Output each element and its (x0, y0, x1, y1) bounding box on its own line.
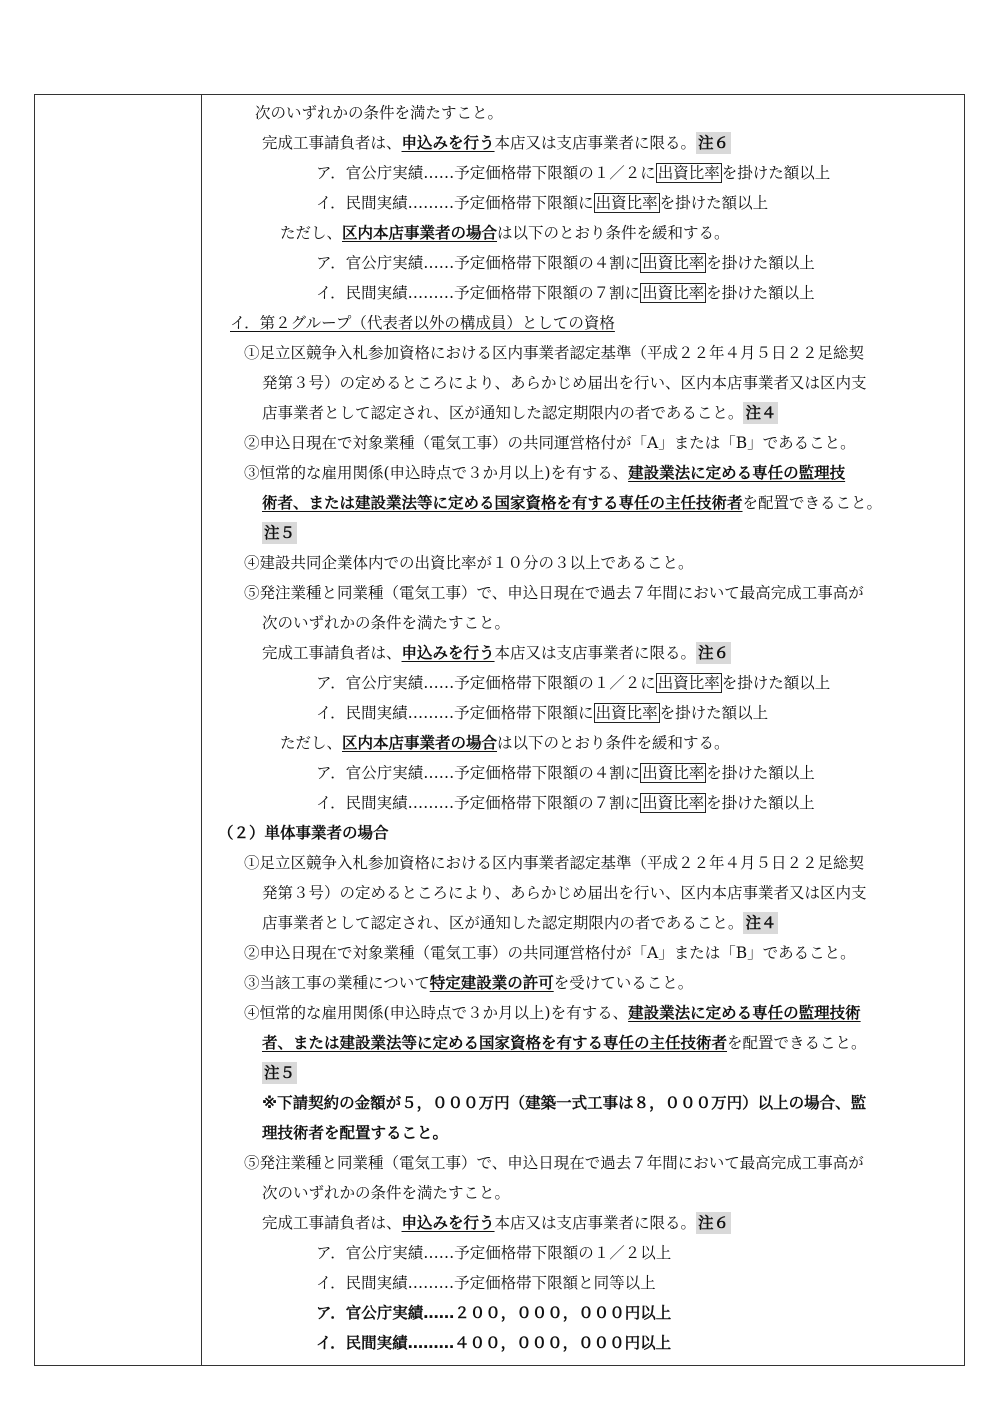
text-segment: は以下のとおり条件を緩和する。 (497, 224, 730, 242)
text-line (244, 548, 694, 578)
text-line (262, 638, 731, 668)
text-segment: ④恒常的な雇用関係(申込時点で３か月以上)を有する、 (244, 1004, 629, 1022)
text-line (262, 1118, 448, 1148)
text-line (262, 1178, 510, 1208)
text-segment: ア．官公庁実績……予定価格帯下限額の１／２に (316, 674, 656, 692)
text-segment: 区内本店事業者の場合 (342, 734, 498, 752)
text-segment: 本店又は支店事業者に限る。 (494, 134, 697, 152)
text-line (244, 938, 856, 968)
text-segment: イ．民間実績………予定価格帯下限額と同等以上 (316, 1274, 656, 1292)
text-segment: 申込みを行う (401, 1214, 495, 1232)
text-segment: ア．官公庁実績……予定価格帯下限額の４割に (316, 764, 641, 782)
text-line (262, 488, 882, 518)
text-segment: 店事業者として認定され、区が通知した認定期限内の者であること。 (262, 914, 744, 932)
text-segment: 次のいずれかの条件を満たすこと。 (262, 1184, 511, 1202)
text-segment: 建設業法に定める専任の監理技術 (628, 1004, 861, 1022)
text-line (262, 908, 778, 938)
text-segment: イ．民間実績………４００，０００，０００円以上 (316, 1334, 672, 1352)
text-segment: イ．民間実績………予定価格帯下限額の７割に (316, 794, 641, 812)
boxed-term: 出資比率 (642, 254, 705, 272)
text-line (316, 1298, 671, 1328)
text-segment: 完成工事請負者は、 (262, 1214, 402, 1232)
text-line (316, 668, 830, 698)
text-segment: 次のいずれかの条件を満たすこと。 (255, 104, 504, 122)
note-badge: 注６ (698, 644, 730, 662)
text-line (230, 308, 615, 338)
text-line (262, 608, 510, 638)
text-segment: 完成工事請負者は、 (262, 644, 402, 662)
text-segment: ②申込日現在で対象業種（電気工事）の共同運営格付が「A」または「B」であること。 (244, 944, 856, 962)
text-segment: を掛けた額以上 (706, 794, 815, 812)
text-segment: を掛けた額以上 (706, 254, 815, 272)
text-line (244, 578, 864, 608)
text-line (255, 98, 503, 128)
text-segment: 申込みを行う (401, 134, 495, 152)
boxed-term: 出資比率 (595, 194, 658, 212)
text-line (316, 278, 815, 308)
text-segment: ア．官公庁実績……予定価格帯下限額の１／２以上 (316, 1244, 672, 1262)
text-line (262, 128, 731, 158)
text-segment: を掛けた額以上 (706, 764, 815, 782)
note-badge: 注４ (745, 914, 777, 932)
text-segment: 建設業法に定める専任の監理技 (628, 464, 846, 482)
text-segment: イ．民間実績………予定価格帯下限額に (316, 194, 594, 212)
text-segment: を受けていること。 (553, 974, 694, 992)
text-segment: 特定建設業の許可 (429, 974, 554, 992)
text-line (316, 188, 768, 218)
text-segment: は以下のとおり条件を緩和する。 (497, 734, 730, 752)
text-line (280, 218, 730, 248)
text-line (316, 758, 815, 788)
text-segment: ⑤発注業種と同業種（電気工事）で、申込日現在で過去７年間において最高完成工事高が (244, 1154, 864, 1172)
boxed-term: 出資比率 (657, 164, 720, 182)
boxed-term: 出資比率 (657, 674, 720, 692)
text-segment: ただし、 (280, 224, 343, 242)
boxed-term: 出資比率 (642, 284, 705, 302)
text-segment: ①足立区競争入札参加資格における区内事業者認定基準（平成２２年４月５日２２足総契 (244, 344, 865, 362)
text-line (262, 368, 867, 398)
text-segment: を配置できること。 (742, 494, 883, 512)
text-segment: イ．第２グループ（代表者以外の構成員）としての資格 (230, 314, 615, 332)
text-line (218, 818, 389, 848)
text-line (262, 878, 867, 908)
text-segment: ア．官公庁実績……予定価格帯下限額の１／２に (316, 164, 656, 182)
note-badge: 注６ (698, 1214, 730, 1232)
text-line (316, 248, 815, 278)
text-line (244, 968, 693, 998)
text-segment: 発第３号）の定めるところにより、あらかじめ届出を行い、区内本店事業者又は区内支 (262, 374, 867, 392)
text-segment: ⑤発注業種と同業種（電気工事）で、申込日現在で過去７年間において最高完成工事高が (244, 584, 864, 602)
text-segment: ①足立区競争入札参加資格における区内事業者認定基準（平成２２年４月５日２２足総契 (244, 854, 865, 872)
text-line (244, 338, 864, 368)
text-segment: 完成工事請負者は、 (262, 134, 402, 152)
note-badge: 注５ (264, 524, 296, 542)
text-segment: 申込みを行う (401, 644, 495, 662)
text-line (316, 1328, 671, 1358)
boxed-term: 出資比率 (595, 704, 658, 722)
boxed-term: 出資比率 (642, 764, 705, 782)
text-line (316, 1268, 656, 1298)
text-segment: を掛けた額以上 (721, 674, 831, 692)
text-segment: ④建設共同企業体内での出資比率が１０分の３以上であること。 (244, 554, 694, 572)
text-line (262, 1088, 866, 1118)
text-line (262, 1208, 731, 1238)
text-line (244, 428, 856, 458)
text-segment: 次のいずれかの条件を満たすこと。 (262, 614, 511, 632)
text-segment: 者、または建設業法等に定める国家資格を有する専任の主任技術者 (262, 1034, 728, 1052)
text-line (244, 1148, 864, 1178)
text-segment: 店事業者として認定され、区が通知した認定期限内の者であること。 (262, 404, 744, 422)
text-line (262, 398, 778, 428)
text-line (316, 788, 815, 818)
text-line (316, 698, 768, 728)
note-badge: 注５ (264, 1064, 296, 1082)
text-segment: を配置できること。 (727, 1034, 867, 1052)
text-line (244, 458, 845, 488)
text-segment: 発第３号）の定めるところにより、あらかじめ届出を行い、区内本店事業者又は区内支 (262, 884, 867, 902)
note-badge: 注４ (745, 404, 777, 422)
text-line (316, 1238, 671, 1268)
text-line (280, 728, 730, 758)
boxed-term: 出資比率 (642, 794, 705, 812)
text-line (262, 518, 297, 548)
note-badge: 注６ (698, 134, 730, 152)
text-segment: ③当該工事の業種について (244, 974, 430, 992)
text-segment: 術者、または建設業法等に定める国家資格を有する専任の主任技術者 (262, 494, 743, 512)
text-segment: 本店又は支店事業者に限る。 (494, 1214, 697, 1232)
text-segment: を掛けた額以上 (706, 284, 815, 302)
text-segment: ③恒常的な雇用関係(申込時点で３か月以上)を有する、 (244, 464, 629, 482)
text-line (262, 1028, 867, 1058)
text-line (316, 158, 830, 188)
text-segment: ただし、 (280, 734, 343, 752)
text-segment: ※下請契約の金額が５，０００万円（建築一式工事は８，０００万円）以上の場合、監 (262, 1094, 867, 1112)
text-segment: ②申込日現在で対象業種（電気工事）の共同運営格付が「A」または「B」であること。 (244, 434, 856, 452)
text-segment: （２）単体事業者の場合 (218, 824, 389, 842)
text-line (244, 848, 864, 878)
text-segment: 本店又は支店事業者に限る。 (494, 644, 697, 662)
text-segment: ア．官公庁実績……２００，０００，０００円以上 (316, 1304, 672, 1322)
text-segment: を掛けた額以上 (659, 194, 769, 212)
text-segment: イ．民間実績………予定価格帯下限額の７割に (316, 284, 641, 302)
text-segment: 区内本店事業者の場合 (342, 224, 498, 242)
text-segment: を掛けた額以上 (659, 704, 769, 722)
text-line (244, 998, 861, 1028)
text-segment: ア．官公庁実績……予定価格帯下限額の４割に (316, 254, 641, 272)
text-segment: を掛けた額以上 (721, 164, 831, 182)
column-divider (201, 94, 202, 1366)
text-segment: イ．民間実績………予定価格帯下限額に (316, 704, 594, 722)
text-line (262, 1058, 297, 1088)
text-segment: 理技術者を配置すること。 (262, 1124, 449, 1142)
